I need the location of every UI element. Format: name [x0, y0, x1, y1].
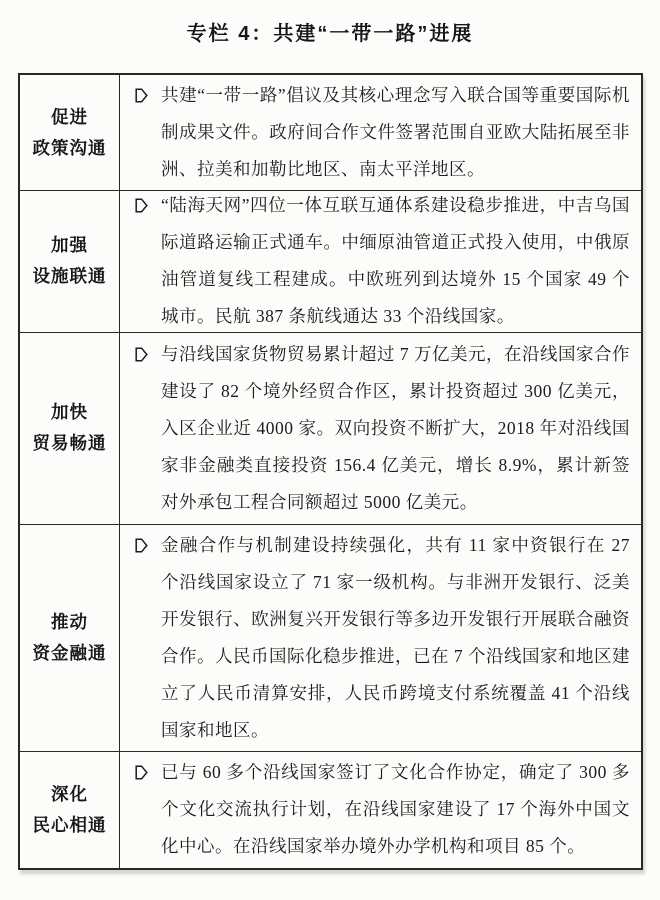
row-content-text: 已与 60 多个沿线国家签订了文化合作协定，确定了 300 多个文化交流执行计划，在沿线国家建设了 17 个海外中国文化中心。在沿线国家举办境外办学机构和项目 85 个。 — [161, 762, 630, 856]
row-content — [120, 525, 641, 751]
row-label-line: 加强 — [51, 235, 88, 256]
row-label — [20, 75, 120, 190]
row-content — [120, 333, 641, 525]
row-label-line: 深化 — [51, 783, 88, 804]
arrow-bullet-icon — [135, 347, 148, 362]
row-label — [20, 333, 120, 525]
row-label-line: 促进 — [51, 106, 88, 127]
row-label-line: 推动 — [51, 611, 88, 632]
row-content-text: “陆海天网”四位一体互联互通体系建设稳步推进，中吉乌国际道路运输正式通车。中缅原油管道正式投入使用，中俄原油管道复线工程建成。中欧班列到达境外 15 个国家 49 个城市。民航 387 条航线通达 33 个沿线国家。 — [161, 195, 630, 327]
row-label-line: 设施联通 — [32, 266, 107, 287]
row-label — [20, 525, 120, 751]
row-label-line: 加快 — [51, 402, 88, 423]
row-label-line: 民心相通 — [32, 814, 107, 835]
page-title: 专栏 4：共建“一带一路”进展 — [186, 23, 474, 45]
arrow-bullet-icon — [135, 538, 148, 553]
arrow-bullet-icon — [135, 198, 148, 213]
row-content-text: 共建“一带一路”倡议及其核心理念写入联合国等重要国际机制成果文件。政府间合作文件签署范围自亚欧大陆拓展至非洲、拉美和加勒比地区、南太平洋地区。 — [161, 85, 630, 179]
table-row-trade-facilitation — [20, 332, 641, 525]
row-label-line: 资金融通 — [32, 642, 107, 663]
row-content-text: 金融合作与机制建设持续强化，共有 11 家中资银行在 27 个沿线国家设立了 71 家一级机构。与非洲开发银行、泛美开发银行、欧洲复兴开发银行等多边开发银行开展联合融资合作。人民币国际化稳步推进，已在 7 个沿线国家和地区建立了人民币清算安排，人民币跨境支付系统覆盖 41 个沿线国家和地区。 — [161, 534, 630, 740]
row-content — [120, 752, 641, 868]
table-row-policy-coordination — [20, 75, 641, 190]
table-row-financial-integration — [20, 524, 641, 751]
row-label-line: 政策沟通 — [32, 137, 107, 158]
arrow-bullet-icon — [135, 88, 148, 103]
table-row-facilities-connectivity — [20, 190, 641, 332]
row-label — [20, 752, 120, 868]
belt-and-road-progress-table — [18, 73, 643, 870]
table-row-people-to-people-bonds — [20, 751, 641, 868]
arrow-bullet-icon — [135, 765, 148, 780]
row-content — [120, 75, 641, 190]
row-label-line: 贸易畅通 — [32, 433, 107, 454]
row-content-text: 与沿线国家货物贸易累计超过 7 万亿美元，在沿线国家合作建设了 82 个境外经贸合作区，累计投资超过 300 亿美元，入区企业近 4000 家。双向投资不断扩大，2018 年对沿线国家非金融类直接投资 156.4 亿美元，增长 8.9%，累计新签对外承包工程合同额超过 5000 亿美元。 — [161, 343, 630, 512]
row-content — [120, 191, 641, 332]
row-label — [20, 191, 120, 332]
